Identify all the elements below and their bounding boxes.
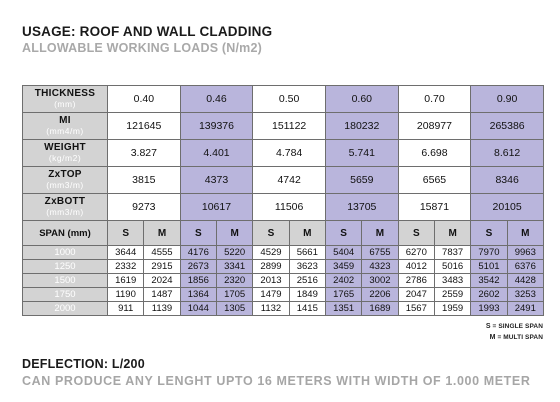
property-row [23,86,544,113]
property-value: 265386 [471,113,544,140]
property-label-cell [23,194,108,221]
property-value: 0.46 [180,86,253,113]
load-value: 1705 [216,288,252,302]
multi-span-header: M [362,221,398,246]
property-value: 8346 [471,167,544,194]
load-value: 2332 [108,260,144,274]
load-value: 2559 [434,288,470,302]
load-value: 3253 [507,288,543,302]
multi-span-header: M [289,221,325,246]
load-value: 3623 [289,260,325,274]
load-value: 1567 [398,302,434,316]
load-value: 3341 [216,260,252,274]
property-row [23,194,544,221]
load-value: 2899 [253,260,289,274]
legend-multi-text: = MULTI SPAN [497,334,543,341]
property-value: 0.40 [108,86,181,113]
load-row [23,274,544,288]
property-value: 15871 [398,194,471,221]
property-value: 121645 [108,113,181,140]
property-value: 10617 [180,194,253,221]
legend-single-key: S [485,323,491,330]
property-value: 9273 [108,194,181,221]
load-value: 1619 [108,274,144,288]
single-span-header: S [398,221,434,246]
load-value: 9963 [507,246,543,260]
property-value: 11506 [253,194,326,221]
load-value: 6755 [362,246,398,260]
load-value: 5016 [434,260,470,274]
load-value: 2402 [325,274,361,288]
property-label-cell [23,167,108,194]
load-value: 5404 [325,246,361,260]
property-row [23,167,544,194]
single-span-header: S [253,221,289,246]
load-value: 1132 [253,302,289,316]
load-value: 2013 [253,274,289,288]
property-unit: (mm3/m) [46,207,84,217]
multi-span-header: M [434,221,470,246]
property-unit: (mm) [54,99,76,109]
property-label: ZxTOP [48,169,82,180]
load-value: 6376 [507,260,543,274]
span-header-row [23,221,544,246]
load-value: 7970 [471,246,507,260]
span-length: 1000 [23,246,108,260]
load-value: 2206 [362,288,398,302]
property-value: 4373 [180,167,253,194]
page-title: USAGE: ROOF AND WALL CLADDING [22,24,273,39]
single-span-header: S [471,221,507,246]
property-value: 6565 [398,167,471,194]
load-value: 2786 [398,274,434,288]
property-value: 180232 [325,113,398,140]
load-value: 3002 [362,274,398,288]
property-label: MI [59,115,71,126]
load-row [23,288,544,302]
load-row [23,246,544,260]
load-value: 4323 [362,260,398,274]
property-value: 151122 [253,113,326,140]
span-length: 1250 [23,260,108,274]
page-subtitle: ALLOWABLE WORKING LOADS (N/m2) [22,41,263,55]
load-value: 3644 [108,246,144,260]
span-length: 2000 [23,302,108,316]
load-value: 4428 [507,274,543,288]
load-value: 1305 [216,302,252,316]
load-value: 2320 [216,274,252,288]
load-value: 1993 [471,302,507,316]
deflection-heading: DEFLECTION: L/200 [22,357,145,371]
load-value: 1190 [108,288,144,302]
property-value: 8.612 [471,140,544,167]
load-value: 2602 [471,288,507,302]
property-value: 3815 [108,167,181,194]
load-value: 3459 [325,260,361,274]
multi-span-header: M [144,221,180,246]
single-span-header: S [108,221,144,246]
property-label: ZxBOTT [44,196,86,207]
property-label: WEIGHT [44,142,86,153]
property-value: 0.90 [471,86,544,113]
load-value: 1487 [144,288,180,302]
load-value: 5101 [471,260,507,274]
property-row [23,140,544,167]
legend-single-text: = SINGLE SPAN [492,323,543,330]
load-table [22,85,544,316]
load-value: 1765 [325,288,361,302]
load-value: 1479 [253,288,289,302]
load-value: 1415 [289,302,325,316]
property-value: 0.60 [325,86,398,113]
property-unit: (mm3/m) [46,180,84,190]
span-header-label: SPAN (mm) [23,221,108,246]
length-note: CAN PRODUCE ANY LENGHT UPTO 16 METERS WITH WIDTH OF 1.000 METER [22,374,531,388]
load-value: 3542 [471,274,507,288]
load-value: 1044 [180,302,216,316]
property-value: 3.827 [108,140,181,167]
load-value: 4176 [180,246,216,260]
load-value: 7837 [434,246,470,260]
load-value: 4555 [144,246,180,260]
span-length: 1750 [23,288,108,302]
property-value: 139376 [180,113,253,140]
load-value: 911 [108,302,144,316]
load-row [23,302,544,316]
load-value: 5220 [216,246,252,260]
load-value: 2673 [180,260,216,274]
property-value: 20105 [471,194,544,221]
property-label-cell [23,86,108,113]
property-label-cell [23,113,108,140]
property-label: THICKNESS [34,88,96,99]
load-value: 6270 [398,246,434,260]
property-value: 0.70 [398,86,471,113]
property-value: 4.784 [253,140,326,167]
property-value: 13705 [325,194,398,221]
load-value: 2024 [144,274,180,288]
property-value: 0.50 [253,86,326,113]
load-value: 1849 [289,288,325,302]
load-value: 2491 [507,302,543,316]
load-value: 1959 [434,302,470,316]
property-value: 4.401 [180,140,253,167]
property-row [23,113,544,140]
legend-multi [490,334,543,341]
property-value: 6.698 [398,140,471,167]
property-unit: (kg/m2) [48,153,82,163]
legend-single [486,323,543,330]
single-span-header: S [180,221,216,246]
span-length: 1500 [23,274,108,288]
load-value: 2047 [398,288,434,302]
property-value: 4742 [253,167,326,194]
load-value: 1856 [180,274,216,288]
property-label-cell [23,140,108,167]
load-value: 5661 [289,246,325,260]
property-value: 5659 [325,167,398,194]
multi-span-header: M [216,221,252,246]
property-value: 5.741 [325,140,398,167]
property-unit: (mm4/m) [46,126,84,136]
property-value: 208977 [398,113,471,140]
load-value: 4529 [253,246,289,260]
load-value: 4012 [398,260,434,274]
multi-span-header: M [507,221,543,246]
load-value: 3483 [434,274,470,288]
single-span-header: S [325,221,361,246]
legend-multi-key: M [489,334,496,341]
load-value: 2915 [144,260,180,274]
load-value: 1139 [144,302,180,316]
load-value: 1689 [362,302,398,316]
load-value: 1364 [180,288,216,302]
load-row [23,260,544,274]
load-value: 2516 [289,274,325,288]
load-value: 1351 [325,302,361,316]
